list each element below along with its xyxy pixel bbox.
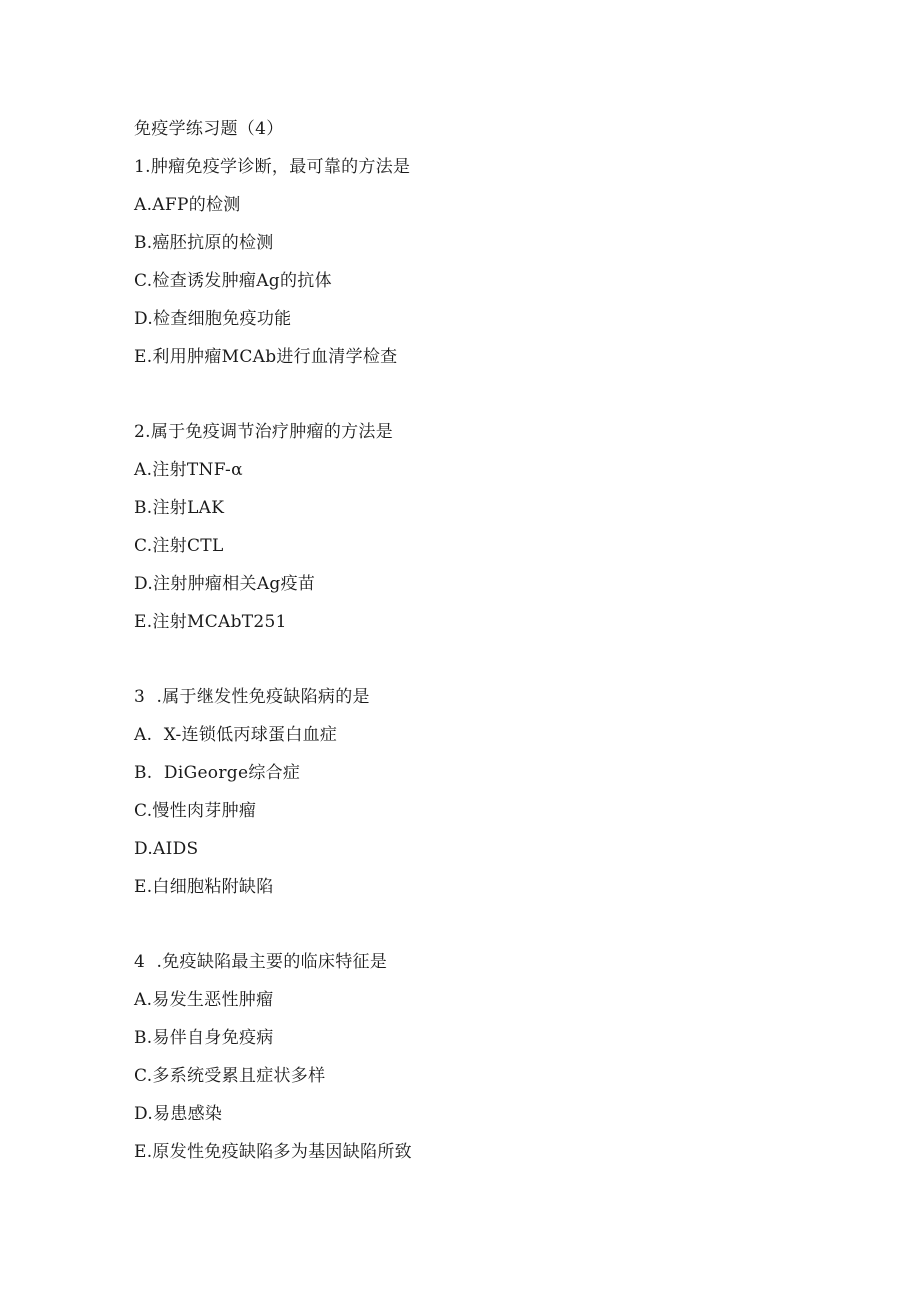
option-e: E.白细胞粘附缺陷 [134,877,274,897]
question-stem: 3 .属于继发性免疫缺陷病的是 [134,687,370,707]
question-stem: 4 .免疫缺陷最主要的临床特征是 [134,952,388,972]
option-c: C.注射CTL [134,536,224,556]
option-a: A. X-连锁低丙球蛋白血症 [134,725,338,745]
option-b: B.易伴自身免疫病 [134,1028,274,1048]
option-d: D.AIDS [134,839,199,859]
question-stem: 2.属于免疫调节治疗肿瘤的方法是 [134,422,394,442]
option-a: A.AFP的检测 [134,195,241,215]
option-d: D.注射肿瘤相关Ag疫苗 [134,574,316,594]
option-d: D.易患感染 [134,1104,223,1124]
option-b: B. DiGeorge综合症 [134,763,301,783]
option-e: E.利用肿瘤MCAb进行血清学检查 [134,347,398,367]
document-title: 免疫学练习题（4） [134,119,284,139]
option-a: A.注射TNF-α [134,460,243,480]
option-c: C.慢性肉芽肿瘤 [134,801,257,821]
option-e: E.原发性免疫缺陷多为基因缺陷所致 [134,1142,412,1162]
option-a: A.易发生恶性肿瘤 [134,990,274,1010]
question-stem: 1.肿瘤免疫学诊断，最可靠的方法是 [134,157,411,177]
option-b: B.注射LAK [134,498,225,518]
option-e: E.注射MCAbT251 [134,612,287,632]
option-c: C.多系统受累且症状多样 [134,1066,326,1086]
option-b: B.癌胚抗原的检测 [134,233,274,253]
option-d: D.检查细胞免疫功能 [134,309,292,329]
option-c: C.检查诱发肿瘤Ag的抗体 [134,271,332,291]
